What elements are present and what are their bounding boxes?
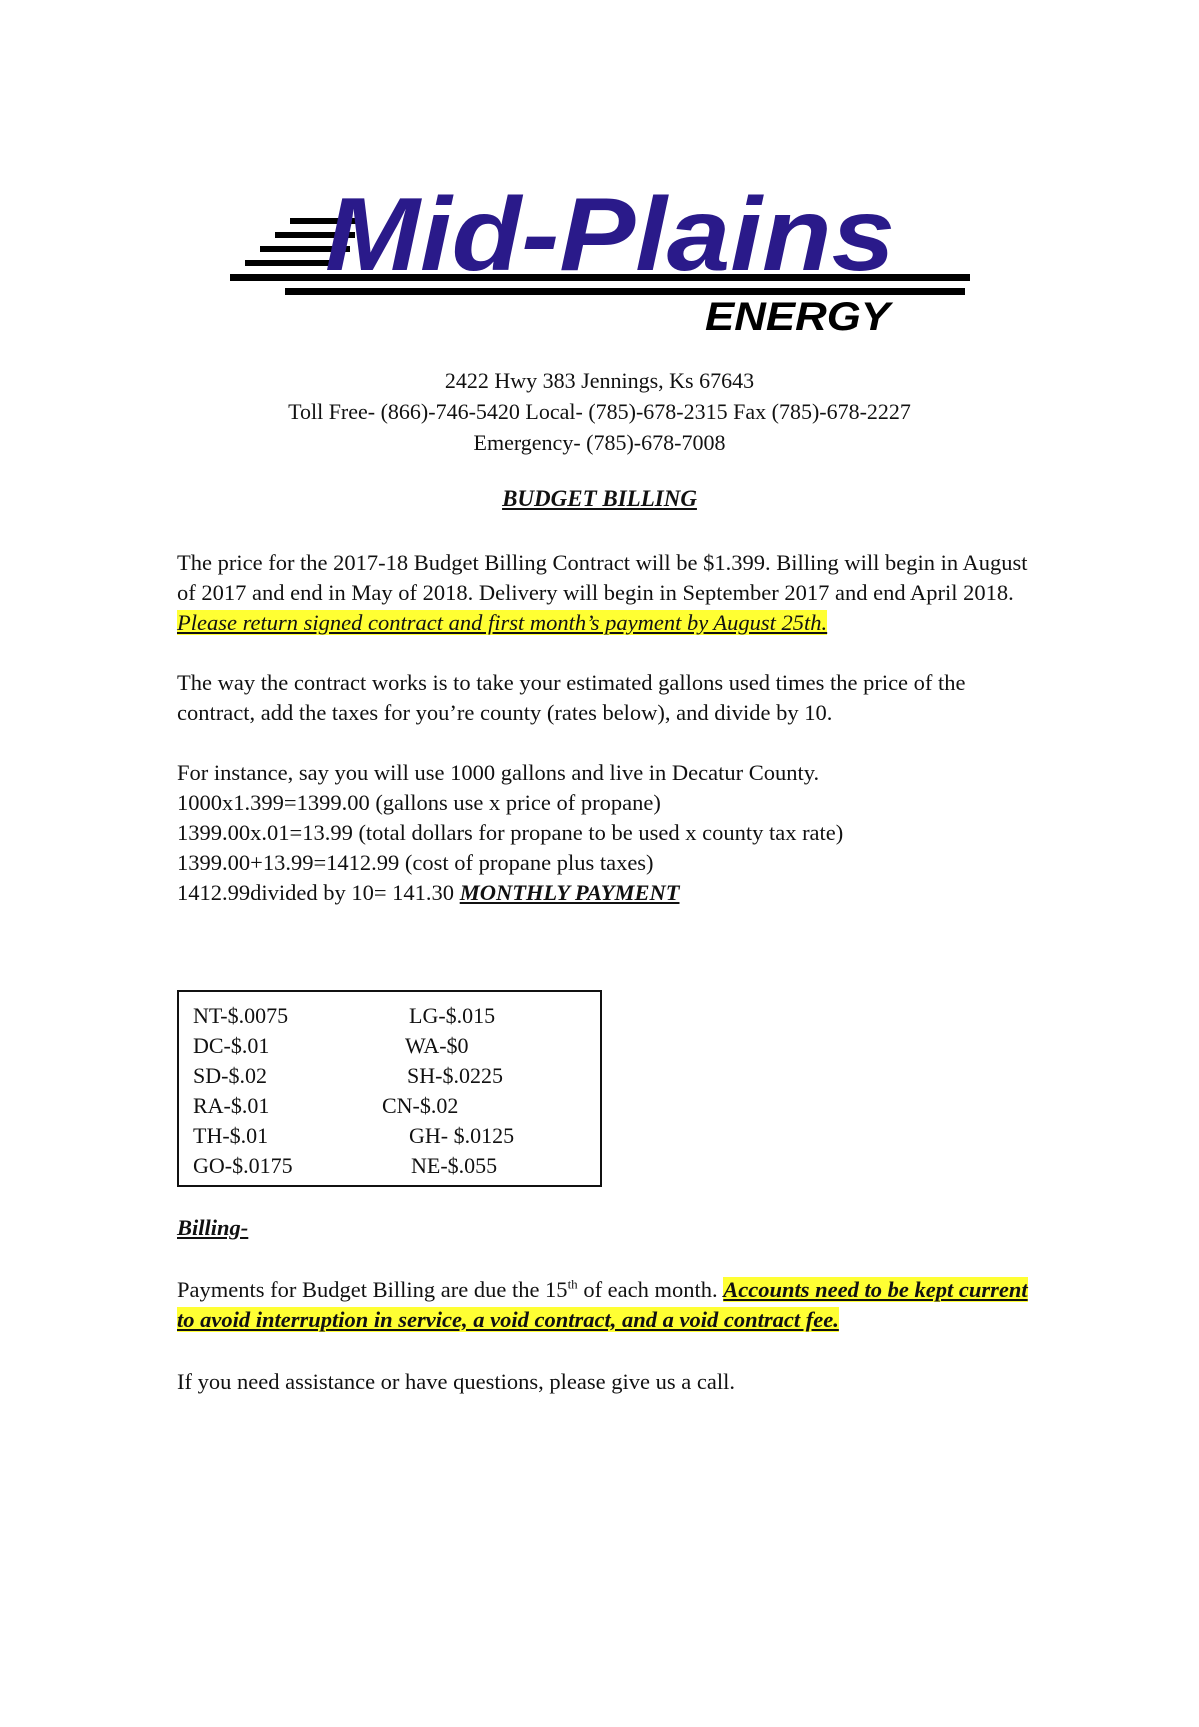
rate-left: SD-$.02 [193,1063,267,1088]
rate-right: WA-$0 [405,1033,469,1058]
county-tax-rates-box [177,990,602,1187]
rate-left: TH-$.01 [193,1123,269,1148]
billing-text-sup: th [567,1276,578,1292]
rate-row [179,1031,604,1061]
svg-text:Mid-Plains: Mid-Plains [325,180,895,293]
example-line-3: 1399.00x.01=13.99 (total dollars for propane to be used x county tax rate) [177,820,844,845]
billing-heading: Billing- [177,1215,249,1240]
rate-left: GO-$.0175 [193,1153,293,1178]
rate-right: NE-$.055 [411,1153,498,1178]
rate-right: SH-$.0225 [407,1063,503,1088]
explain-paragraph: The way the contract works is to take your estimated gallons used times the price of the contract, add the taxes for you’re county (rates below), and divide by 10. [177,670,966,725]
rate-left: DC-$.01 [193,1033,270,1058]
accounts-current-highlight: Accounts need to be kept current to avoid interruption in service, a void contract, and a void contract fee. [177,1277,1028,1332]
billing-text-suffix: of each month. [577,1277,724,1302]
rate-right: GH- $.0125 [409,1123,515,1148]
monthly-payment-label: MONTHLY PAYMENT [459,880,680,905]
closing-paragraph: If you need assistance or have questions, please give us a call. [177,1369,735,1394]
company-phones: Toll Free- (866)-746-5420 Local- (785)-678-2315 Fax (785)-678-2227 [288,399,911,424]
rate-left: RA-$.01 [193,1093,270,1118]
rate-row [179,1061,604,1091]
example-paragraph [177,758,1047,908]
example-line-5 [177,878,1047,908]
example-line-5-prefix: 1412.99divided by 10= 141.30 [177,880,460,905]
rate-row [179,1091,604,1121]
company-logo [230,180,990,350]
return-deadline-highlight: Please return signed contract and first month’s payment by August 25th. [177,610,828,635]
emergency-phone: Emergency- (785)-678-7008 [473,430,726,455]
rate-row [179,1001,604,1031]
rate-left: NT-$.0075 [193,1003,289,1028]
rate-row [179,1121,604,1151]
billing-text-prefix: Payments for Budget Billing are due the 15 [177,1277,568,1302]
example-line-2: 1000x1.399=1399.00 (gallons use x price of propane) [177,790,661,815]
document-title: BUDGET BILLING [502,486,697,511]
rate-row [179,1151,604,1181]
intro-paragraph [177,548,1047,638]
rate-right: LG-$.015 [409,1003,496,1028]
company-address: 2422 Hwy 383 Jennings, Ks 67643 [444,368,755,393]
example-line-4: 1399.00+13.99=1412.99 (cost of propane plus taxes) [177,850,654,875]
example-line-1: For instance, say you will use 1000 gallons and live in Decatur County. [177,760,820,785]
svg-text:ENERGY: ENERGY [705,295,894,339]
rate-right: CN-$.02 [382,1093,459,1118]
intro-text: The price for the 2017-18 Budget Billing Contract will be $1.399. Billing will begin in August of 2017 and end in May of 2018. Delivery will begin in September 2017 and end April 2018. [177,550,1028,605]
billing-paragraph [177,1275,1047,1335]
